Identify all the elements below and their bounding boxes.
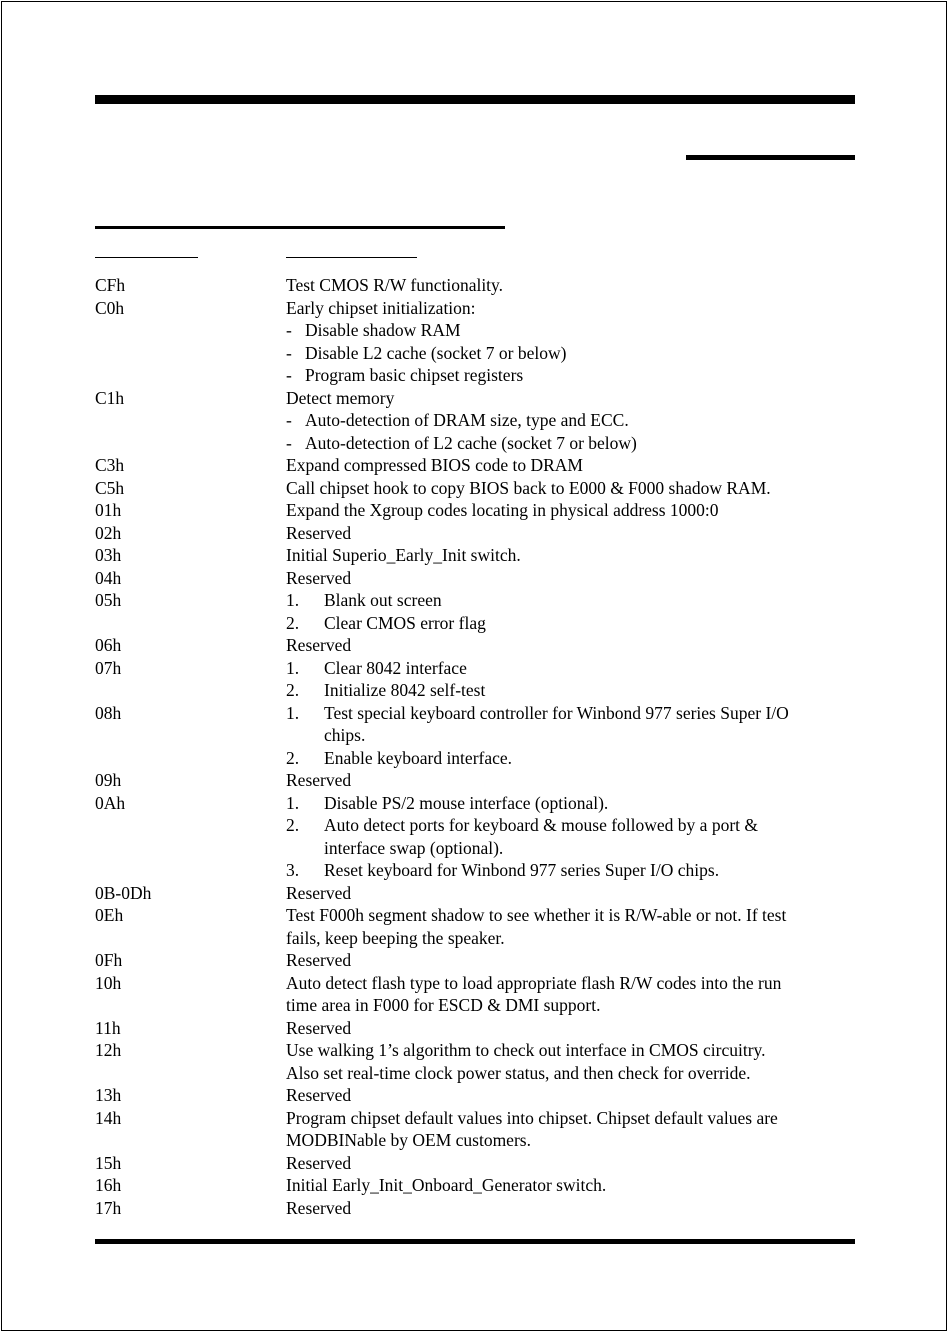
- item-text: [324, 612, 855, 635]
- post-code: 14h: [95, 1107, 122, 1128]
- item-number: 1.: [286, 657, 300, 678]
- post-code: 12h: [95, 1040, 122, 1060]
- bullet-text: Disable L2 cache (socket 7 or below): [305, 342, 567, 363]
- table-row: [95, 882, 855, 905]
- description-line: Also set real-time clock power status, and then check for override.: [286, 1062, 751, 1083]
- post-code: 15h: [95, 1152, 122, 1173]
- item-number: 1.: [286, 792, 300, 813]
- table-row: [95, 1107, 855, 1152]
- bullet-item: [286, 409, 855, 432]
- description-line: Reserved: [286, 635, 352, 655]
- post-description: [286, 904, 855, 949]
- description-line: Reserved: [286, 522, 352, 543]
- chapter-title-rule: [686, 155, 855, 160]
- item-text-line: Test special keyboard controller for Winbond 977 series Super I/O: [324, 702, 789, 723]
- table-row: [95, 972, 855, 1017]
- post-description: [286, 454, 855, 477]
- post-code: 02h: [95, 522, 122, 543]
- bullet-dash: -: [286, 432, 292, 453]
- post-code: 0Fh: [95, 950, 123, 970]
- item-text-line: chips.: [324, 725, 366, 745]
- post-code: 0Ah: [95, 792, 126, 813]
- header-rule: [95, 95, 855, 104]
- description-line: Reserved: [286, 950, 352, 970]
- table-row: [95, 589, 855, 634]
- description-line: Test F000h segment shadow to see whether it is R/W-able or not. If test: [286, 905, 787, 925]
- post-code: 04h: [95, 567, 122, 588]
- description-line: MODBINable by OEM customers.: [286, 1130, 531, 1150]
- post-description: [286, 567, 855, 590]
- item-text: [324, 859, 855, 882]
- post-description: [286, 387, 855, 455]
- post-code: 06h: [95, 635, 122, 655]
- table-row: [95, 387, 855, 455]
- post-description: [286, 522, 855, 545]
- post-code: 13h: [95, 1085, 122, 1105]
- post-description: [286, 477, 855, 500]
- post-description: [286, 1039, 855, 1084]
- table-row: [95, 1174, 855, 1197]
- item-text-line: Clear 8042 interface: [324, 657, 467, 678]
- section-title-rule: [95, 226, 505, 229]
- table-row: [95, 567, 855, 590]
- bullet-text: Auto-detection of DRAM size, type and ECC.: [305, 410, 629, 430]
- table-row: [95, 949, 855, 972]
- description-line: Call chipset hook to copy BIOS back to E000 & F000 shadow RAM.: [286, 477, 771, 498]
- item-text-line: Reset keyboard for Winbond 977 series Super I/O chips.: [324, 860, 720, 880]
- post-description: [286, 297, 855, 387]
- code-column-header-rule: [95, 257, 198, 258]
- numbered-item: [286, 792, 855, 815]
- description-line: Program chipset default values into chipset. Chipset default values are: [286, 1107, 778, 1128]
- table-row: [95, 1152, 855, 1175]
- bullet-dash: -: [286, 410, 292, 430]
- description-line: time area in F000 for ESCD & DMI support.: [286, 995, 601, 1015]
- description-line: Auto detect flash type to load appropriate flash R/W codes into the run: [286, 972, 782, 993]
- post-description: [286, 882, 855, 905]
- post-code: C0h: [95, 297, 125, 318]
- post-description: [286, 1084, 855, 1107]
- table-row: [95, 454, 855, 477]
- bullet-item: [286, 364, 855, 387]
- post-description: [286, 634, 855, 657]
- table-row: [95, 1084, 855, 1107]
- description-line: Initial Early_Init_Onboard_Generator switch.: [286, 1175, 607, 1195]
- post-description: [286, 274, 855, 297]
- description-line: Test CMOS R/W functionality.: [286, 275, 504, 295]
- description-line: fails, keep beeping the speaker.: [286, 927, 505, 948]
- post-description: [286, 1017, 855, 1040]
- post-code: 05h: [95, 590, 122, 610]
- post-code: 10h: [95, 972, 122, 993]
- description-line: Expand the Xgroup codes locating in physical address 1000:0: [286, 500, 719, 520]
- description-line: Reserved: [286, 1085, 352, 1105]
- post-description: [286, 1107, 855, 1152]
- post-code: 16h: [95, 1175, 122, 1195]
- table-row: [95, 477, 855, 500]
- item-text: [324, 679, 855, 702]
- post-description: [286, 657, 855, 702]
- table-row: [95, 1017, 855, 1040]
- post-description: [286, 589, 855, 634]
- item-text: [324, 657, 855, 680]
- post-code: CFh: [95, 275, 126, 295]
- item-number: 1.: [286, 590, 300, 610]
- post-code: C1h: [95, 387, 125, 408]
- item-text-line: Initialize 8042 self-test: [324, 680, 486, 700]
- bullet-dash: -: [286, 320, 292, 340]
- description-line: Reserved: [286, 1197, 352, 1218]
- item-number: 2.: [286, 680, 300, 700]
- table-row: [95, 522, 855, 545]
- post-code: 0B-0Dh: [95, 882, 152, 903]
- table-row: [95, 1039, 855, 1084]
- item-number: 2.: [286, 747, 300, 768]
- post-code: C3h: [95, 455, 125, 475]
- item-text-line: Clear CMOS error flag: [324, 612, 486, 633]
- table-row: [95, 792, 855, 882]
- item-text-line: interface swap (optional).: [324, 837, 504, 858]
- bullet-item: [286, 342, 855, 365]
- post-description: [286, 702, 855, 770]
- post-description: [286, 792, 855, 882]
- description-line: Early chipset initialization:: [286, 297, 476, 318]
- table-row: [95, 297, 855, 387]
- item-text-line: Blank out screen: [324, 590, 442, 610]
- item-text: [324, 589, 855, 612]
- post-code-table: [95, 274, 855, 1219]
- post-code: C5h: [95, 477, 125, 498]
- table-row: [95, 904, 855, 949]
- bullet-item: [286, 432, 855, 455]
- bullet-dash: -: [286, 342, 292, 363]
- item-number: 2.: [286, 612, 300, 633]
- table-row: [95, 544, 855, 567]
- description-line: Use walking 1’s algorithm to check out interface in CMOS circuitry.: [286, 1040, 766, 1060]
- item-number: 2.: [286, 815, 300, 835]
- table-row: [95, 702, 855, 770]
- post-description: [286, 499, 855, 522]
- description-line: Detect memory: [286, 387, 395, 408]
- description-line: Expand compressed BIOS code to DRAM: [286, 455, 583, 475]
- post-description: [286, 1174, 855, 1197]
- post-code: 08h: [95, 702, 122, 723]
- numbered-item: [286, 859, 855, 882]
- table-row: [95, 657, 855, 702]
- table-row: [95, 274, 855, 297]
- footer-rule: [95, 1239, 855, 1244]
- numbered-item: [286, 702, 855, 747]
- post-description: [286, 972, 855, 1017]
- description-column-header-rule: [286, 257, 417, 258]
- bullet-text: Disable shadow RAM: [305, 320, 461, 340]
- item-number: 3.: [286, 860, 300, 880]
- post-code: 0Eh: [95, 905, 124, 925]
- description-line: Initial Superio_Early_Init switch.: [286, 545, 521, 565]
- item-text-line: Auto detect ports for keyboard & mouse followed by a port &: [324, 815, 758, 835]
- numbered-item: [286, 679, 855, 702]
- post-code: 03h: [95, 545, 122, 565]
- bullet-item: [286, 319, 855, 342]
- post-description: [286, 1197, 855, 1220]
- description-line: Reserved: [286, 1017, 352, 1038]
- post-description: [286, 544, 855, 567]
- post-code: 11h: [95, 1017, 121, 1038]
- bullet-text: Program basic chipset registers: [305, 365, 524, 385]
- numbered-item: [286, 612, 855, 635]
- description-line: Reserved: [286, 770, 352, 790]
- description-line: Reserved: [286, 567, 352, 588]
- description-line: Reserved: [286, 882, 352, 903]
- numbered-item: [286, 589, 855, 612]
- item-text: [324, 702, 855, 747]
- numbered-item: [286, 747, 855, 770]
- item-text: [324, 814, 855, 859]
- bullet-dash: -: [286, 365, 292, 385]
- bullet-text: Auto-detection of L2 cache (socket 7 or below): [305, 432, 637, 453]
- item-text: [324, 747, 855, 770]
- table-row: [95, 769, 855, 792]
- description-line: Reserved: [286, 1152, 352, 1173]
- item-text: [324, 792, 855, 815]
- table-row: [95, 1197, 855, 1220]
- table-row: [95, 634, 855, 657]
- post-code: 01h: [95, 500, 122, 520]
- item-number: 1.: [286, 702, 300, 723]
- post-code: 09h: [95, 770, 122, 790]
- post-code: 17h: [95, 1197, 122, 1218]
- item-text-line: Enable keyboard interface.: [324, 747, 513, 768]
- post-code: 07h: [95, 657, 122, 678]
- post-description: [286, 769, 855, 792]
- item-text-line: Disable PS/2 mouse interface (optional).: [324, 792, 609, 813]
- table-row: [95, 499, 855, 522]
- post-description: [286, 1152, 855, 1175]
- post-description: [286, 949, 855, 972]
- numbered-item: [286, 657, 855, 680]
- numbered-item: [286, 814, 855, 859]
